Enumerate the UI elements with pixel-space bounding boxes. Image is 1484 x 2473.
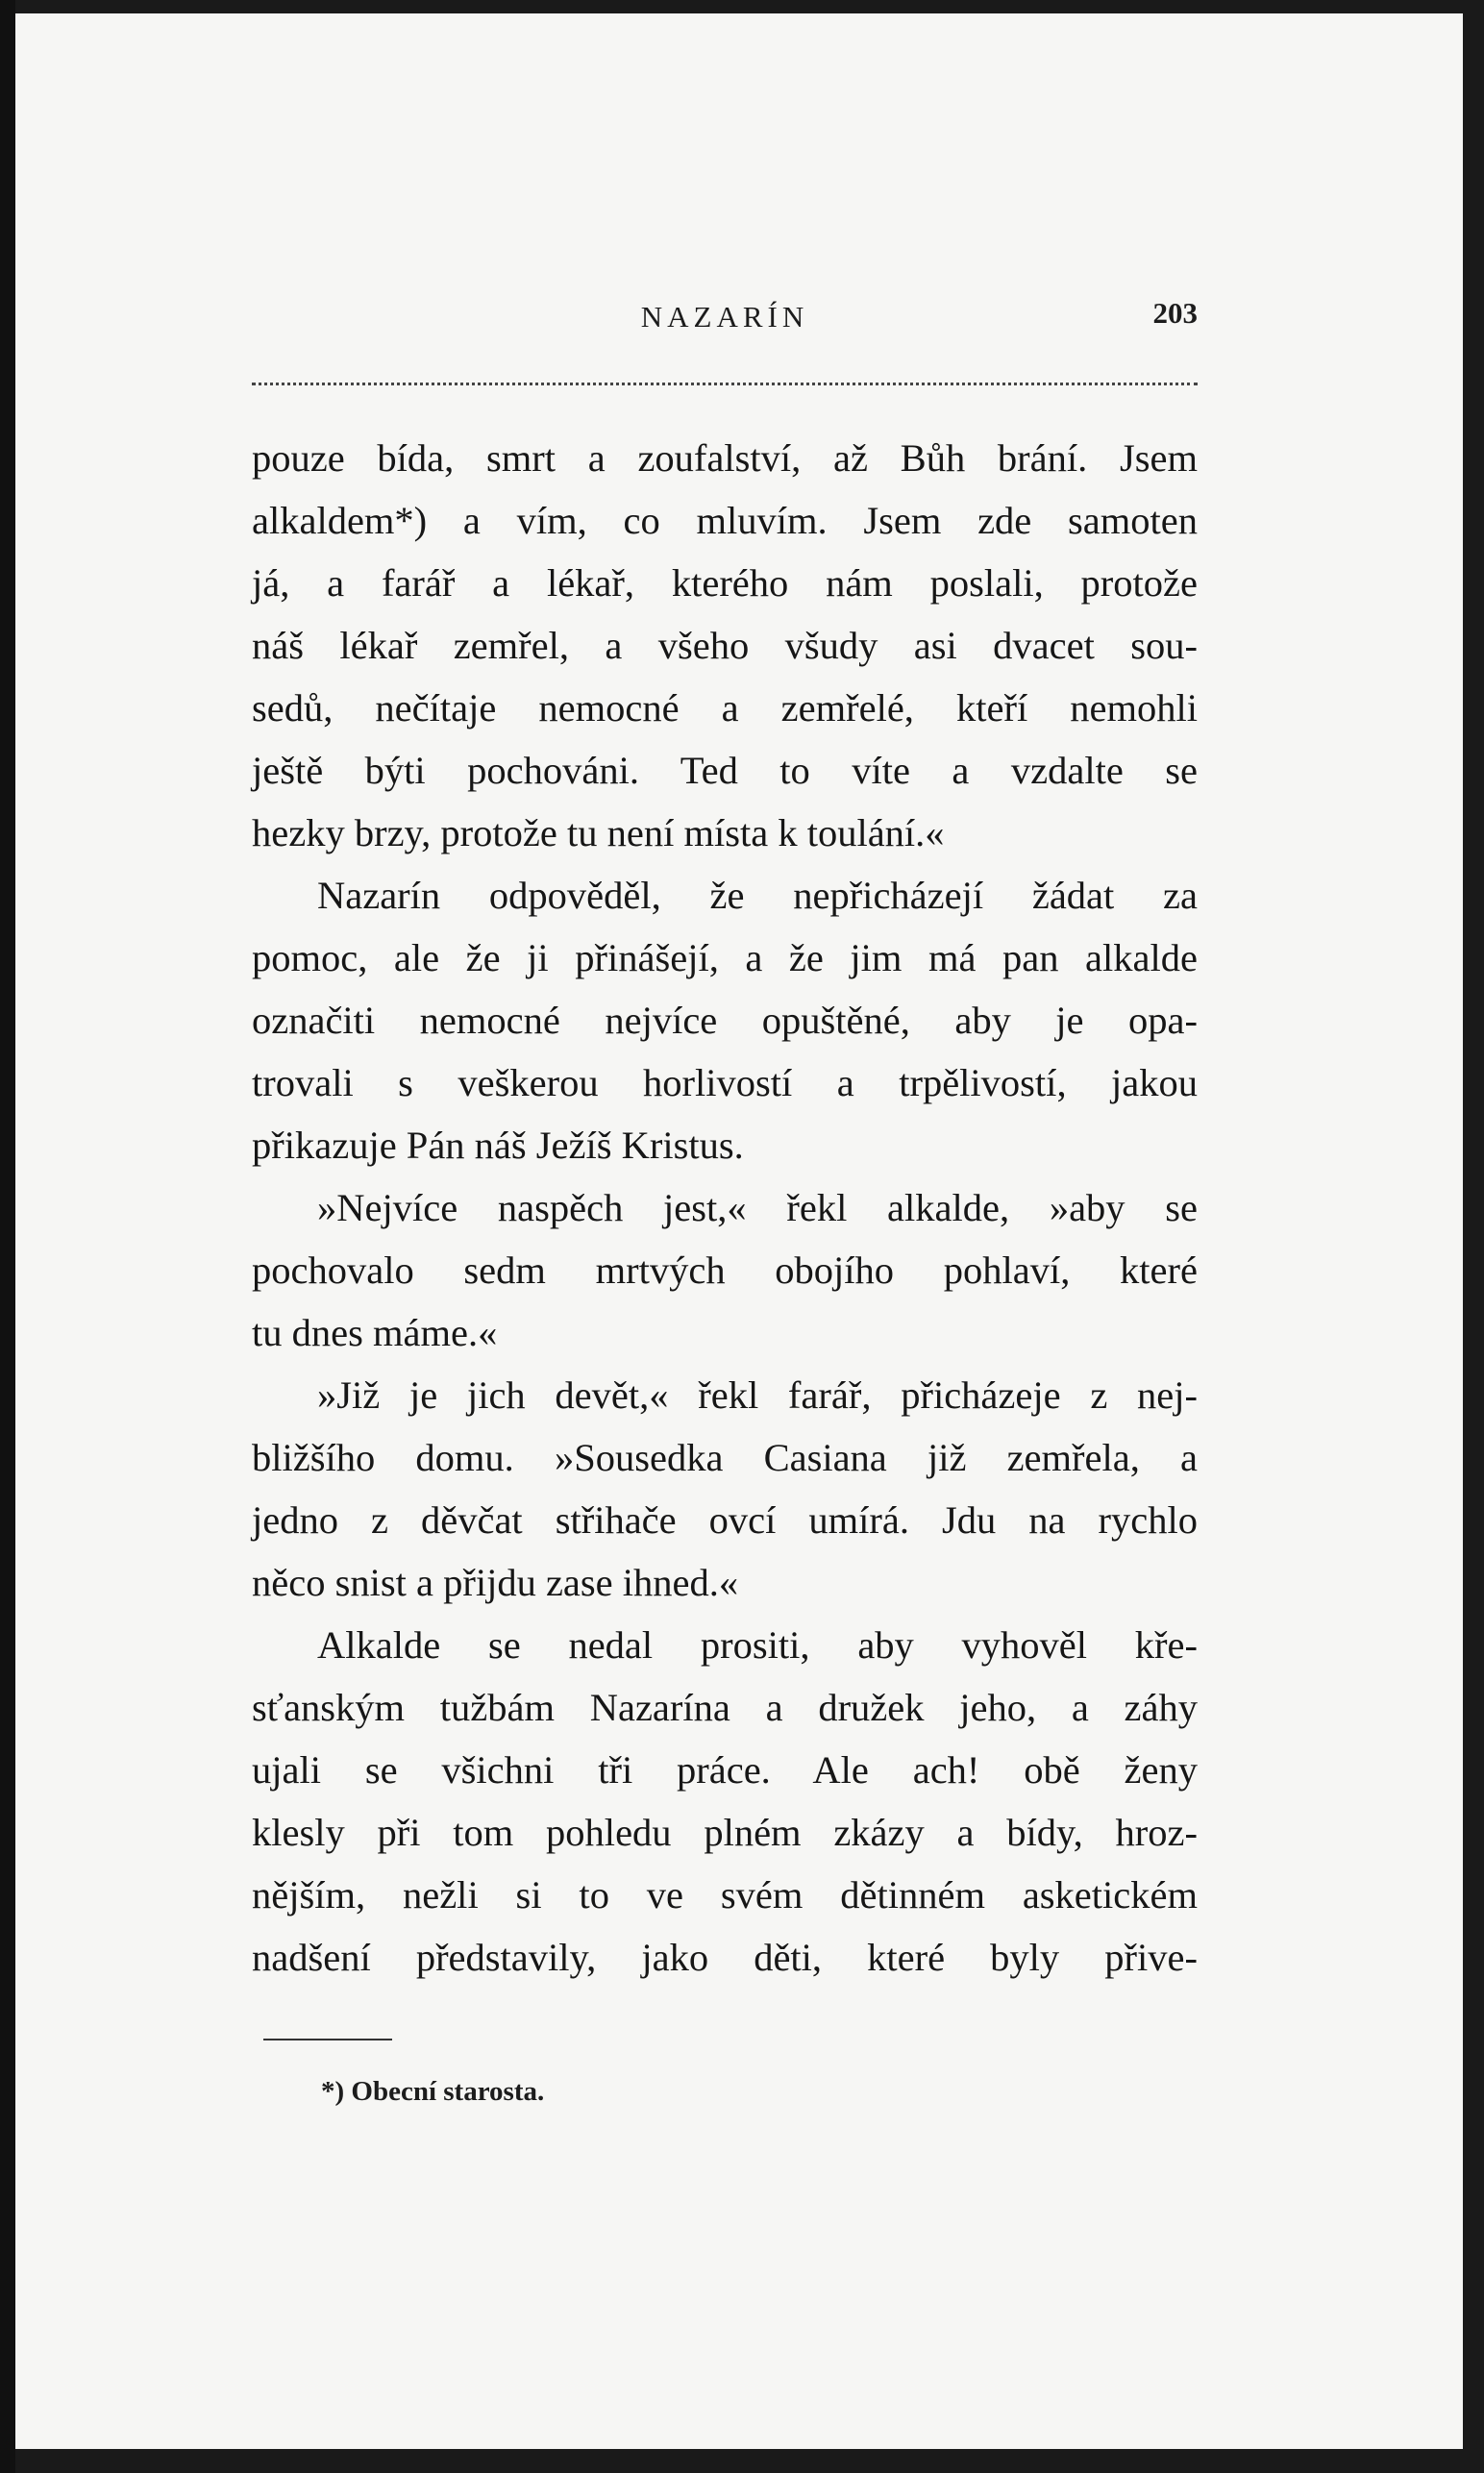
text-line: alkaldem*) a vím, co mluvím. Jsem zde samoten bbox=[252, 499, 1198, 542]
footnote-rule bbox=[263, 2039, 392, 2040]
text-line: pochovalo sedm mrtvých obojího pohlaví, které bbox=[252, 1249, 1198, 1292]
text-line: hezky brzy, protože tu není místa k toulání.« bbox=[252, 811, 945, 854]
text-line: bližšího domu. »Sousedka Casiana již zemřela, a bbox=[252, 1436, 1198, 1479]
text-line: nějším, nežli si to ve svém dětinném asketickém bbox=[252, 1873, 1198, 1917]
running-title: NAZARÍN bbox=[640, 300, 809, 334]
body-text bbox=[252, 427, 1198, 1989]
page-header bbox=[252, 290, 1198, 338]
text-line: označiti nemocné nejvíce opuštěné, aby je opa- bbox=[252, 999, 1198, 1042]
text-line: náš lékař zemřel, a všeho všudy asi dvacet sou- bbox=[252, 624, 1198, 667]
text-line: »Nejvíce naspěch jest,« řekl alkalde, »aby se bbox=[317, 1186, 1198, 1229]
text-line: klesly při tom pohledu plném zkázy a bídy, hroz- bbox=[252, 1811, 1198, 1854]
page-edge-shadow bbox=[0, 0, 15, 2473]
text-line: jedno z děvčat střihače ovcí umírá. Jdu na rychlo bbox=[252, 1498, 1198, 1542]
text-line: přikazuje Pán náš Ježíš Kristus. bbox=[252, 1124, 744, 1167]
footnote: *) Obecní starosta. bbox=[321, 2076, 545, 2107]
text-line: já, a farář a lékař, kterého nám poslali, protože bbox=[252, 561, 1198, 605]
text-line: Alkalde se nedal prositi, aby vyhověl kře- bbox=[317, 1623, 1198, 1667]
text-line: něco snist a přijdu zase ihned.« bbox=[252, 1561, 739, 1604]
text-line: ještě býti pochováni. Ted to víte a vzdalte se bbox=[252, 749, 1198, 792]
text-line: nadšení představily, jako děti, které byly přive- bbox=[252, 1936, 1198, 1979]
page-number: 203 bbox=[1152, 296, 1198, 330]
text-line: trovali s veškerou horlivostí a trpělivostí, jakou bbox=[252, 1061, 1198, 1104]
header-rule bbox=[252, 383, 1198, 385]
text-line: sedů, nečítaje nemocné a zemřelé, kteří nemohli bbox=[252, 686, 1198, 730]
text-line: Nazarín odpověděl, že nepřicházejí žádat za bbox=[317, 874, 1198, 917]
text-line: tu dnes máme.« bbox=[252, 1311, 498, 1354]
text-line: ujali se všichni tři práce. Ale ach! obě ženy bbox=[252, 1748, 1198, 1792]
text-line: sťanským tužbám Nazarína a družek jeho, a záhy bbox=[252, 1686, 1198, 1729]
text-line: pomoc, ale že ji přinášejí, a že jim má pan alkalde bbox=[252, 936, 1198, 979]
text-line: »Již je jich devět,« řekl farář, přicházeje z nej- bbox=[317, 1373, 1198, 1417]
text-line: pouze bída, smrt a zoufalství, až Bůh brání. Jsem bbox=[252, 436, 1198, 480]
